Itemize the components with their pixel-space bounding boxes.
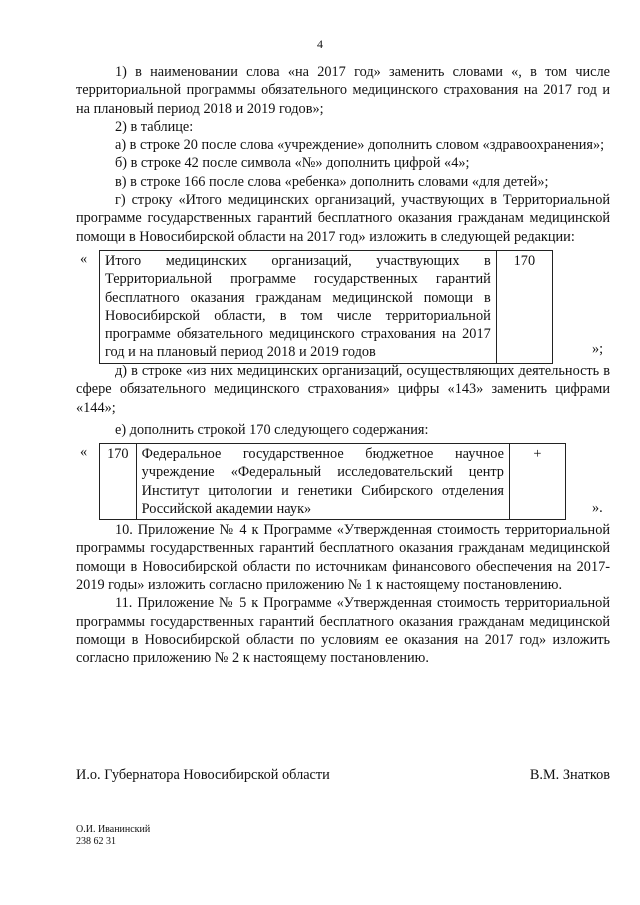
paragraph-10: 10. Приложение № 4 к Программе «Утвержденная стоимость территориальной программы государственных гарантий бесплатного оказания гражданам медицинской помощи в Новосибирской области по источникам финансового обеспечения на 2017-2019 годы» изложить согласно приложению № 1 к настоящему постановлению. <box>76 522 610 594</box>
addition-table <box>99 443 566 520</box>
replacement-table <box>99 250 553 364</box>
paragraph-2v: в) в строке 166 после слова «ребенка» дополнить словами «для детей»; <box>115 173 549 190</box>
signatory-name: В.М. Знатков <box>529 767 610 783</box>
table-row <box>100 444 566 520</box>
table-cell-text: Федеральное государственное бюджетное научное учреждение «Федеральный исследовательский центр Институт цитологии и генетики Сибирского отделения Российской академии наук» <box>136 444 509 520</box>
executor-phone: 238 62 31 <box>76 836 116 847</box>
quote-open: « <box>80 250 88 267</box>
paragraph-2: 2) в таблице: <box>115 118 194 135</box>
quote-close: ». <box>592 500 603 517</box>
quoted-table-1 <box>76 250 610 360</box>
executor-name: О.И. Иванинский <box>76 824 151 835</box>
paragraph-2e: е) дополнить строкой 170 следующего содержания: <box>115 421 429 438</box>
quote-close: »; <box>592 340 604 357</box>
signatory-position: И.о. Губернатора Новосибирской области <box>76 767 330 783</box>
executor-block <box>76 824 150 848</box>
paragraph-2a: а) в строке 20 после слова «учреждение» дополнить словом «здравоохранения»; <box>115 137 605 154</box>
table-row <box>100 250 553 363</box>
page-number: 4 <box>317 37 323 51</box>
paragraph-11: 11. Приложение № 5 к Программе «Утвержденная стоимость территориальной программы государственных гарантий бесплатного оказания гражданам медицинской помощи в Новосибирской области по условиям ее оказания на 2017 год» изложить согласно приложению № 2 к настоящему постановлению. <box>76 595 610 667</box>
quoted-table-2 <box>76 443 610 519</box>
paragraph-2d: д) в строке «из них медицинских организаций, осуществляющих деятельность в сфере обязательного медицинского страхования» цифры «143» заменить цифрами «144»; <box>76 362 610 416</box>
quote-open: « <box>80 444 88 461</box>
paragraph-1: 1) в наименовании слова «на 2017 год» заменить словами «, в том числе территориальной программы обязательного медицинского страхования на 2017 год и на плановый период 2018 и 2019 годов»; <box>76 64 610 117</box>
paragraph-2g: г) строку «Итого медицинских организаций, участвующих в Территориальной программе государственных гарантий бесплатного оказания гражданам медицинской помощи в Новосибирской области на 2017 год» изложить в следующей редакции: <box>76 192 610 245</box>
table-cell-number: 170 <box>100 444 137 520</box>
document-body <box>76 63 610 668</box>
table-cell-text: Итого медицинских организаций, участвующих в Территориальной программе государственных гарантий бесплатного оказания гражданам медицинской помощи в Новосибирской области, в том числе территориальной программе обязательного медицинского страхования на 2017 год и на плановый период 2018 и 2019 годов <box>100 250 497 363</box>
paragraph-2b: б) в строке 42 после символа «№» дополнить цифрой «4»; <box>115 155 470 172</box>
table-cell-mark: + <box>509 444 565 520</box>
table-cell-value: 170 <box>496 250 552 363</box>
